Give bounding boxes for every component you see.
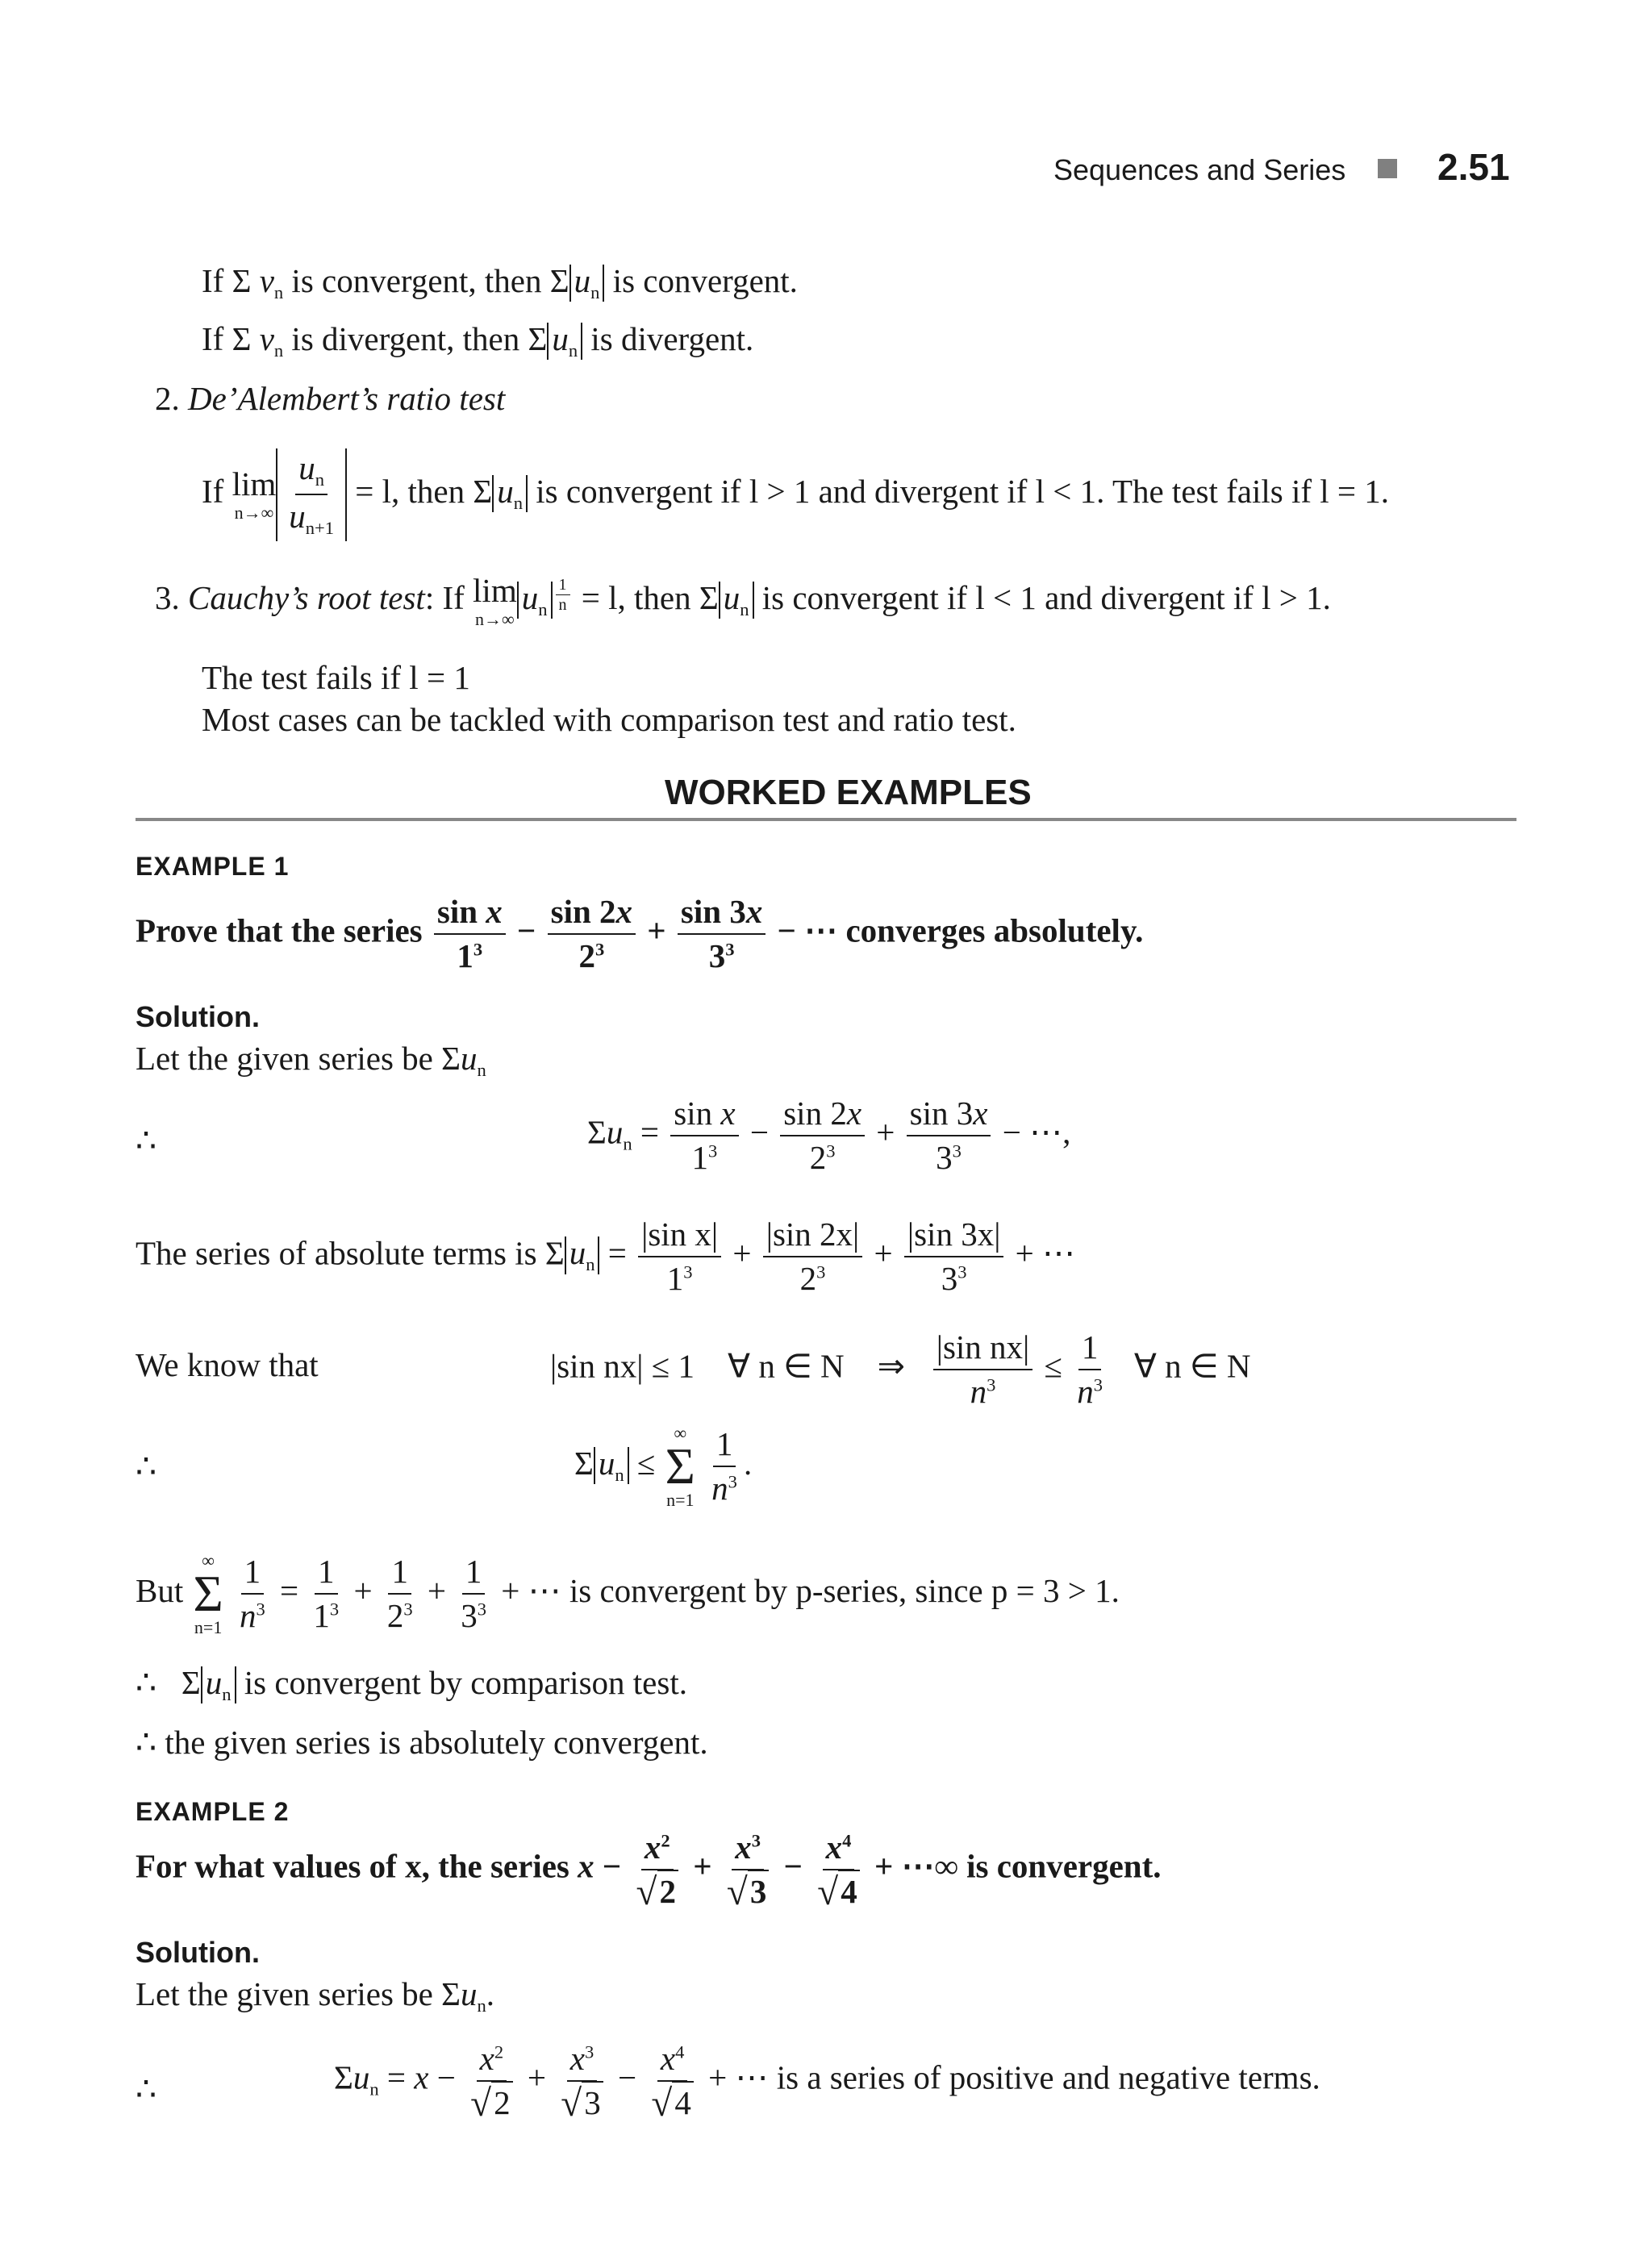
running-header bbox=[1053, 153, 1345, 187]
limit-operator: lim n→∞ bbox=[232, 465, 277, 523]
comparison-note: Most cases can be tackled with comparison test and ratio test. bbox=[202, 701, 1016, 738]
page-number: 2.51 bbox=[1437, 146, 1510, 188]
worked-examples-heading: WORKED EXAMPLES bbox=[665, 773, 1032, 812]
example-2-solution-label: Solution. bbox=[136, 1936, 260, 1969]
conclusion-1: ∴ Σ $u_n$ is convergent by comparison test. bbox=[136, 1664, 687, 1704]
header-square-marker bbox=[1378, 159, 1397, 178]
ratio-fraction: $\frac{u_n}{u_{n+1}}$ bbox=[289, 449, 335, 539]
intro-line-1: If Σ $v_n$ is convergent, then Σ $u_n$ is convergent. bbox=[202, 262, 798, 302]
comparison-inequality: Σ $u_n$ ≤ ∞ Σ n=1 $\frac{1}{n^3}$ . bbox=[574, 1423, 753, 1510]
example-2-label: EXAMPLE 2 bbox=[136, 1797, 290, 1826]
we-know-label: We know that bbox=[136, 1346, 319, 1383]
therefore-3: ∴ bbox=[136, 2070, 157, 2108]
limit-operator: lim n→∞ bbox=[473, 572, 517, 629]
example-2-series: $\Sigma u_n = x$ − $x^2$ √ 2 + $x^3$ √ 3 − $x^4$ √ 4 + ⋯ is a series of positive and negative terms. bbox=[334, 2040, 1320, 2125]
ratio-test-formula: If lim n→∞ $\frac{u_n}{u_{n+1}}$ = l, then Σ $u_n$ is convergent if l > 1 and divergent if l < 1. The test fails if l = 1. bbox=[202, 448, 1389, 541]
test-2-heading: 2. De’Alembert’s ratio test bbox=[155, 380, 506, 417]
example-1-let: Let the given series be $\Sigma u_n$ bbox=[136, 1040, 486, 1080]
sine-bound: |sin nx| ≤ 1 ∀ n ∈ N ⇒ $\frac{\text{|sin nx|}}{n^3}$ ≤ $\frac{1}{n^3}$ ∀ n ∈ N bbox=[550, 1328, 1251, 1410]
example-1-label: EXAMPLE 1 bbox=[136, 852, 290, 881]
absolute-series: The series of absolute terms is Σ $u_n$ = $\frac{\text{|sin x|}}{1^3}$ + $\frac{|\sin 2x|}{2^3}$ + $\frac{|\sin 3x|}{3^3}$ + ⋯ bbox=[136, 1216, 1076, 1297]
running-title: Sequences and Series bbox=[1053, 153, 1346, 186]
intro-line-2: If Σ $v_n$ is divergent, then Σ $u_n$ is divergent. bbox=[202, 320, 754, 361]
root-test-formula: 3. Cauchy’s root test: If lim n→∞ $u_n$ $\frac{1}{n}$ = l, then Σ $u_n$ is convergent if l < 1 and divergent if l > 1. bbox=[155, 572, 1331, 629]
example-1-statement: Prove that the series $\frac{\text{sin x}}{1^3}$ − $\frac{\sin 2x}{2^3}$ + $\frac{\sin 3x}{3^3}$ − ⋯ converges absolutely. bbox=[136, 893, 1144, 974]
root-exponent: $\frac{1}{n}$ bbox=[556, 577, 570, 613]
example-2-let: Let the given series be $\Sigma u_n$. bbox=[136, 1975, 495, 2016]
example-1-solution-label: Solution. bbox=[136, 1000, 260, 1033]
example-2-statement: For what values of x, the series x − $x^2$ √ 2 + $x^3$ √ 3 − $x^4$ √ 4 + ⋯∞ is convergent. bbox=[136, 1829, 1162, 1913]
root-test-fails: The test fails if l = 1 bbox=[202, 659, 470, 696]
series-definition: $\Sigma u_n$ = $\frac{\text{sin x}}{1^3}$ − $\frac{\sin 2x}{2^3}$ + $\frac{\sin 3x}{3^3}$ − ⋯, bbox=[587, 1095, 1071, 1176]
conclusion-2: ∴ the given series is absolutely convergent. bbox=[136, 1724, 708, 1761]
therefore-2: ∴ bbox=[136, 1448, 157, 1485]
section-rule bbox=[136, 818, 1516, 821]
therefore-1: ∴ bbox=[136, 1122, 157, 1159]
p-series-line: But ∞ Σ n=1 $\frac{1}{n^3}$ = $\frac{1}{1^3}$ + $\frac{1}{2^3}$ + $\frac{1}{3^3}$ + ⋯ is convergent by p-series, since p = 3 > 1. bbox=[136, 1550, 1120, 1637]
